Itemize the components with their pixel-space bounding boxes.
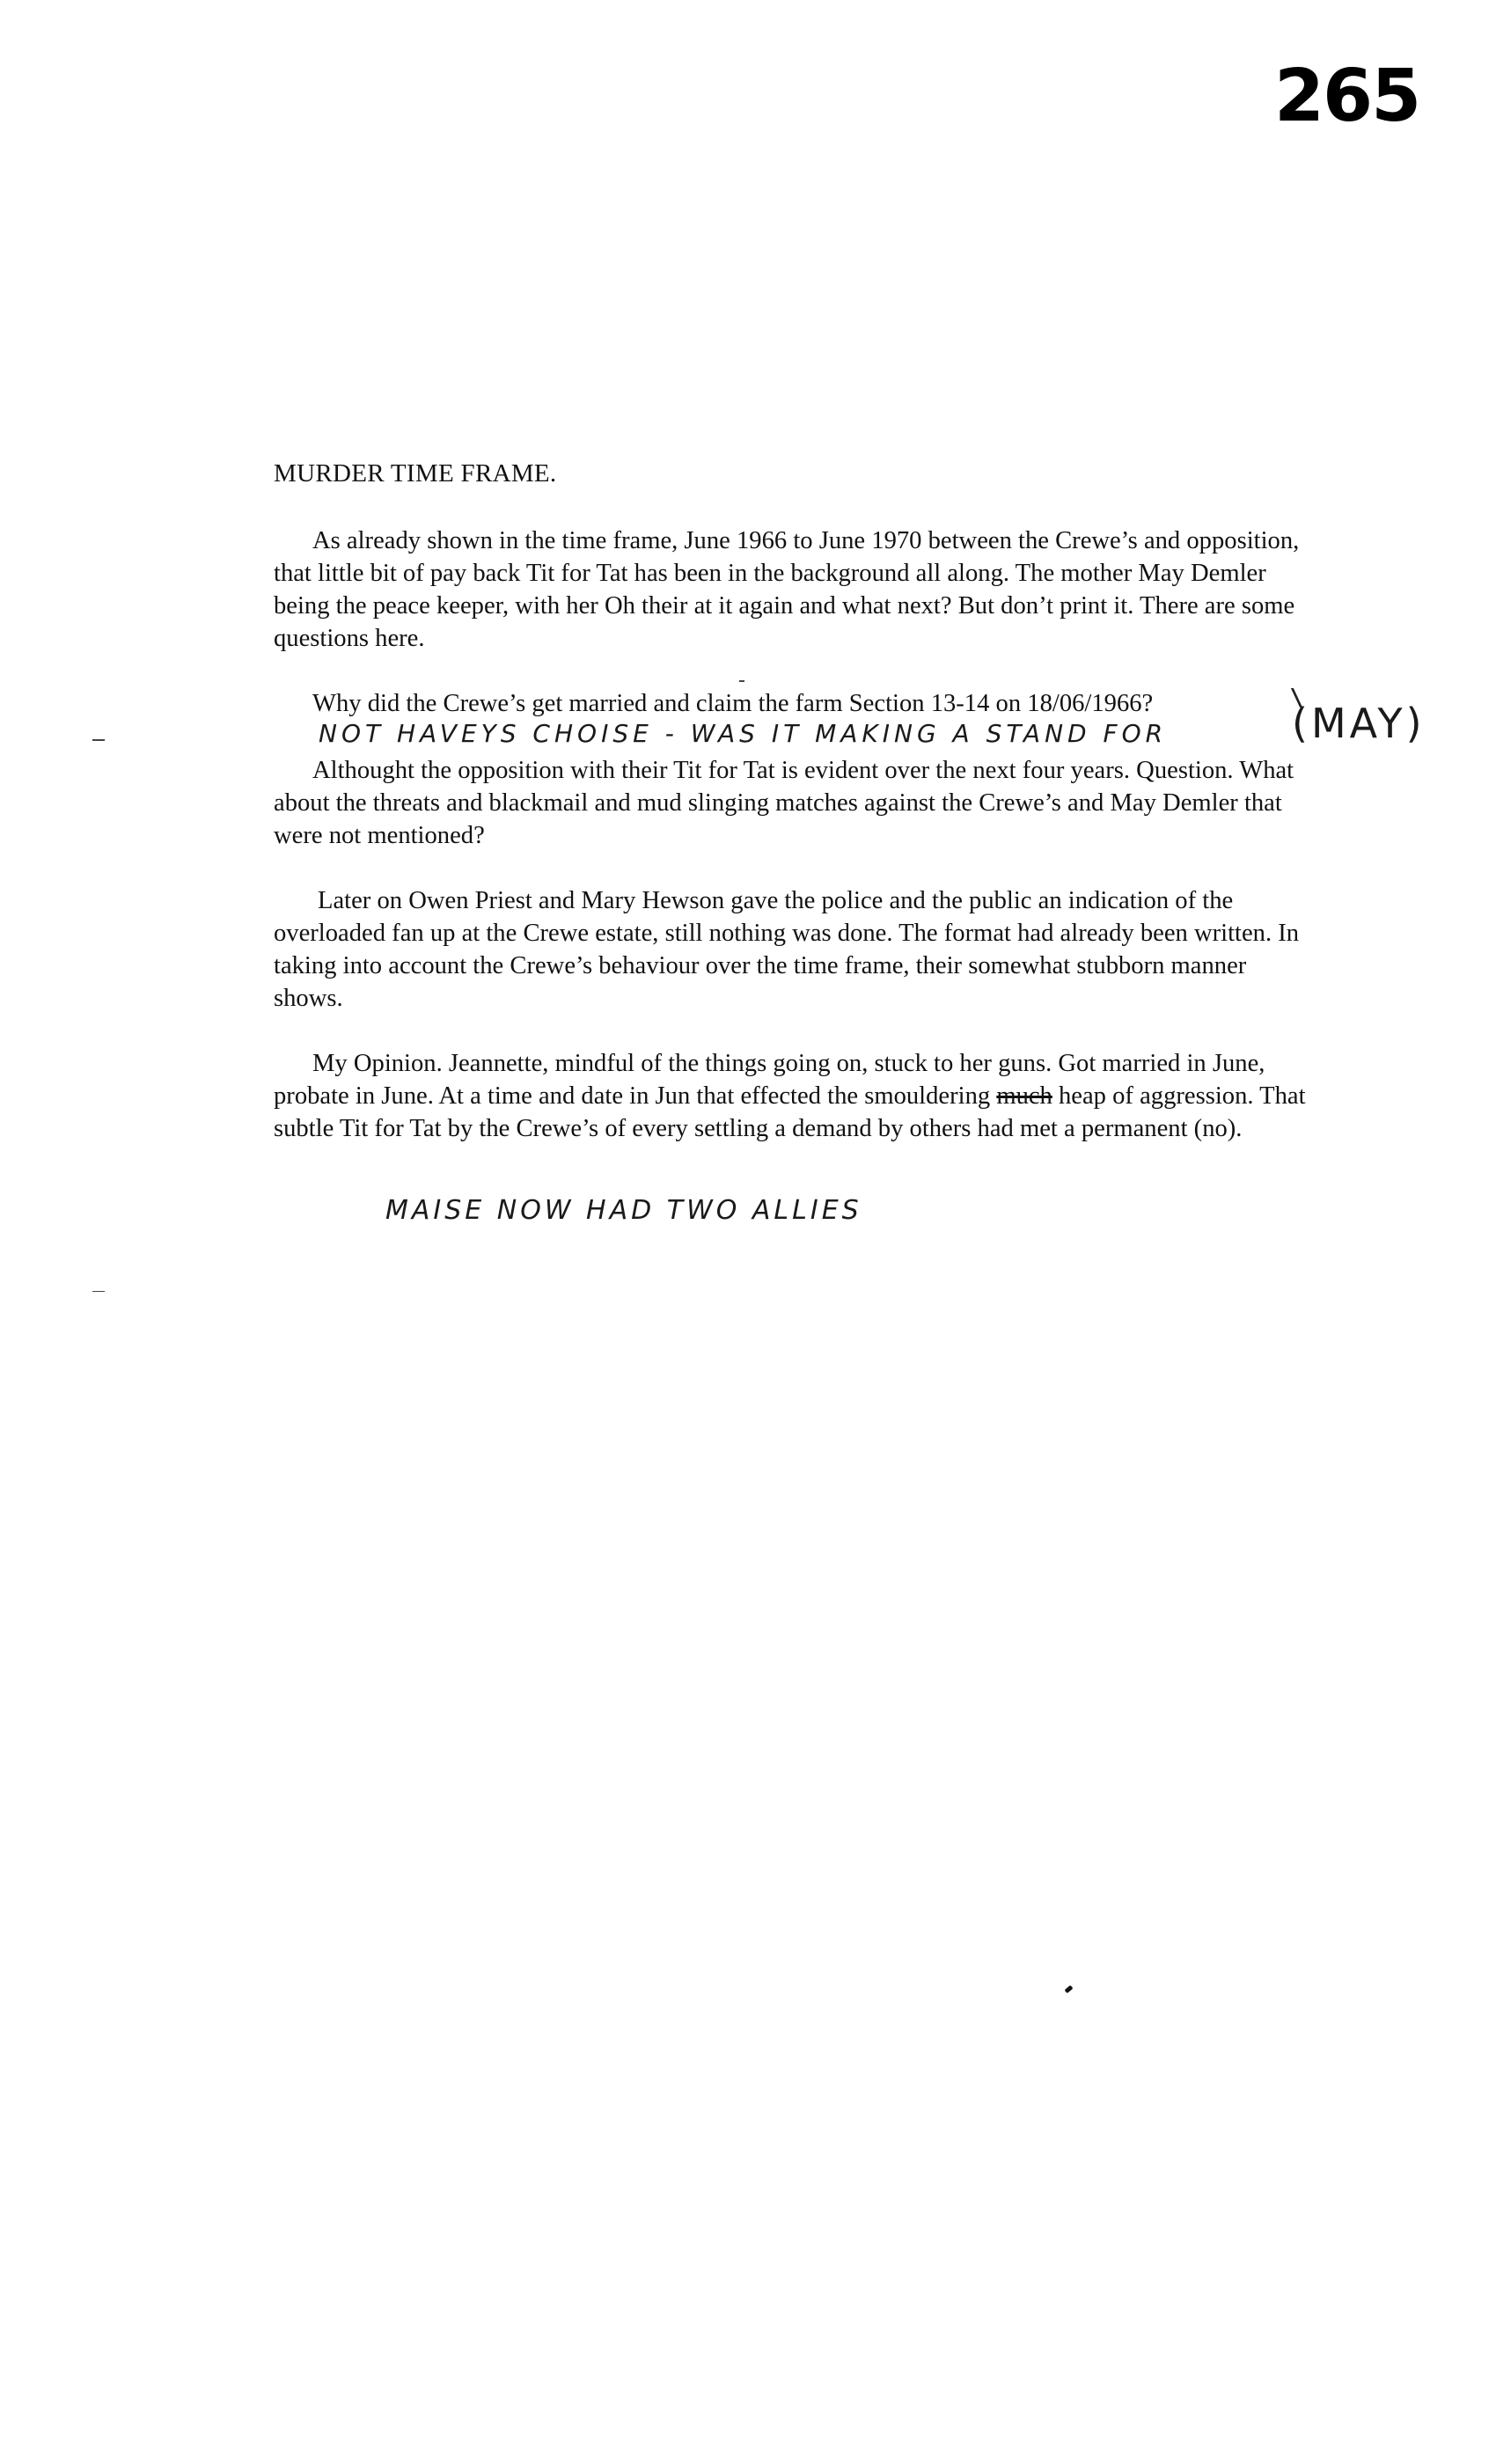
handwritten-note-may: (MAY) <box>1292 700 1426 747</box>
handwritten-note-stand: NOT HAVEYS CHOISE - WAS IT MAKING A STAND FOR <box>319 719 1168 748</box>
paragraph-my-opinion-part-2: heap of aggression. That subtle Tit for Tat by the Crewe’s of every settling a demand by others had met a permanent (no). <box>274 1082 1306 1142</box>
paragraph-my-opinion <box>274 1047 1308 1145</box>
page-number: 265 <box>1274 55 1420 138</box>
margin-mark <box>92 739 105 741</box>
stray-mark <box>739 680 744 682</box>
struck-word: much <box>996 1082 1052 1110</box>
paragraph-opposition: Althought the opposition with their Tit for Tat is evident over the next four years. Question. What about the threats and blackmail and mud slinging matches against the Crewe’s and May Demler that were not mentioned? <box>274 757 1294 849</box>
paragraph-my-opinion-part-1: My Opinion. Jeannette, mindful of the things going on, stuck to her guns. Got married in June, probate in June. At a time and date in Jun that effected the smouldering <box>274 1050 1265 1110</box>
ink-dot <box>1064 1985 1073 1994</box>
paragraph-later-on: Later on Owen Priest and Mary Hewson gave the police and the public an indication of the overloaded fan up at the Crewe estate, still nothing was done. The format had already been written. In taking into account the Crewe’s behaviour over the time frame, their somewhat stubborn manner shows. <box>274 887 1300 1012</box>
document-title: MURDER TIME FRAME. <box>274 459 557 488</box>
paragraph-time-frame: As already shown in the time frame, June 1966 to June 1970 between the Crewe’s and opposition, that little bit of pay back Tit for Tat has been in the background all along. The mother May Demler being the peace keeper, with her Oh their at it again and what next? But don’t print it. There are some questions here. <box>274 527 1300 652</box>
question-line: Why did the Crewe’s get married and claim the farm Section 13-14 on 18/06/1966? <box>312 690 1154 717</box>
margin-mark <box>92 1291 105 1292</box>
handwritten-note-allies: MAISE NOW HAD TWO ALLIES <box>385 1195 862 1226</box>
